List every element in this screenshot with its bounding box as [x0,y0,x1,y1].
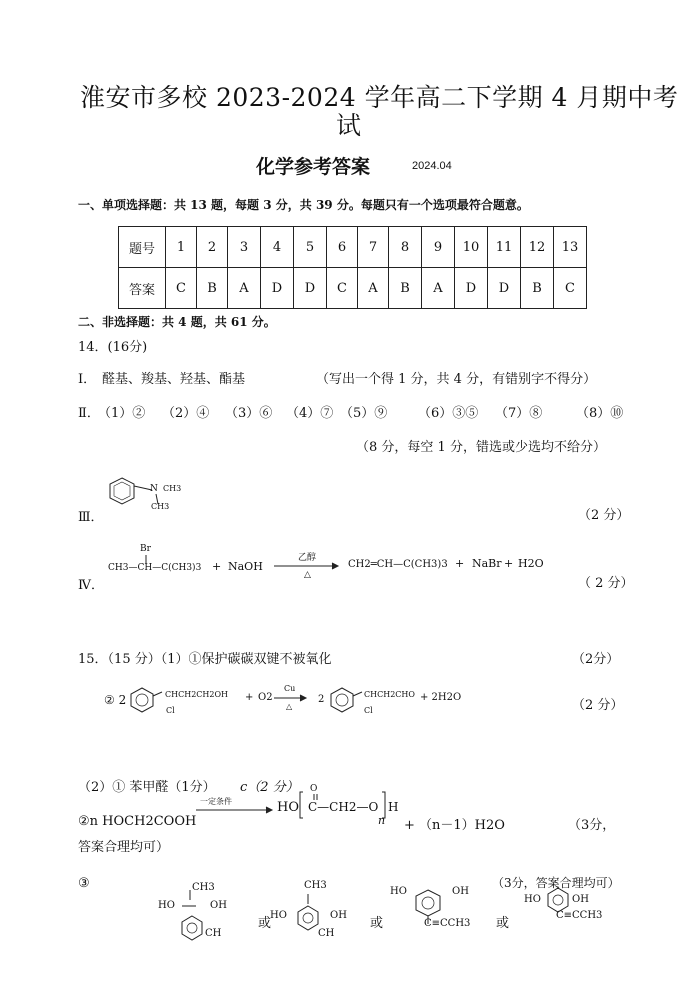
plus-sign: + [212,560,222,573]
propynyl-label: C≡CCH3 [424,918,471,929]
condition-heat: △ [286,702,293,711]
reaction-arrow-icon [196,806,274,814]
q14-part2-label: Ⅱ． [78,406,100,421]
or-separator: 或 [258,916,272,931]
polymer-n-label: n [378,814,386,827]
answer-table [118,226,587,309]
q15-part1-score: （2分） [572,652,620,667]
reaction-arrow-icon [274,694,308,702]
table-cell: C [327,268,358,309]
q15-q3-note: （3分，答案合理均可） [492,876,620,890]
q14-part2-item: （3）⑥ [225,406,273,421]
benzene-ring-icon [328,686,362,716]
hydroxyl-label: OH [210,900,227,911]
methyl-label: CH3 [151,502,170,511]
table-cell: D [455,268,488,309]
q15-part1-line: 15．（15 分）（1）①保护碳碳双键不被氧化 [78,652,332,667]
n-atom-label: N [150,484,158,494]
polymer-h-label: H [388,800,399,814]
q14-part2-item: （6）③⑤ [418,406,479,421]
q15-q2-line: （2）① 苯甲醛（1分） [78,780,216,795]
table-cell: 9 [422,227,455,268]
or-separator: 或 [370,916,384,931]
hydroxyl-label: HO [390,886,407,897]
table-cell: 13 [554,227,587,268]
q15-q2b-tail: + （n－1）H2O [404,818,505,833]
q14-part1-note: （写出一个得 1 分，共 4 分，有错别字不得分） [316,372,597,387]
methyl-label: CH3 [304,880,327,891]
q15-q2b-score: （3分， [568,818,616,833]
table-cell: 5 [294,227,327,268]
table-cell: 1 [166,227,197,268]
q14-part1-answer: 醛基、羧基、羟基、酯基 [102,372,246,387]
q15-q2-answer-c: c（2 分） [240,780,299,795]
q15-part2-label: ② 2 [104,693,127,707]
product-formula: CH2═CH—C(CH3)3 [348,559,448,570]
side-chain-label: CHCH2CH2OH [165,690,229,699]
condition-heat: △ [304,570,311,580]
table-header-question: 题号 [119,227,166,268]
plus-sign: + [455,557,465,570]
q14-part2-item: （4）⑦ [286,406,334,421]
section1-heading: 一、单项选择题：共 13 题，每题 3 分，共 39 分。每题只有一个选项最符合题意。 [78,198,529,212]
q14-part2-note: （8 分，每空 1 分，错选或少选均不给分） [356,440,606,455]
polymer-ho-label: HO [277,800,299,815]
q14-part2-item: （1）② [98,406,146,421]
table-header-answer: 答案 [119,268,166,309]
q14-part2-item: （8）⑩ [576,406,624,421]
water-label: + 2H2O [420,692,462,703]
oxygen-label: O2 [258,692,273,703]
alkyne-ch-label: CH [318,928,335,939]
or-separator: 或 [496,916,510,931]
propynyl-label: C≡CCH3 [556,910,603,921]
table-cell: B [197,268,228,309]
condition-label: 一定条件 [200,797,232,806]
q15-part2-score: （2 分） [572,698,624,713]
date-label: 2024.04 [412,160,452,172]
hydroxyl-label: OH [452,886,469,897]
q14-part4-score: （ 2 分） [578,576,634,591]
page-title: 淮安市多校 2023-2024 学年高二下学期 4 月期中考 [80,83,679,112]
table-cell: C [166,268,197,309]
plus-sign: + [504,557,514,570]
q14-part2-item: （5）⑨ [340,406,388,421]
alkyne-ch-label: CH [205,928,222,939]
table-cell: 6 [327,227,358,268]
page-subtitle: 化学参考答案 [256,156,371,178]
methyl-label: CH3 [192,882,215,893]
chlorine-label: Cl [166,706,175,715]
reaction-arrow-icon [274,562,340,570]
table-cell: 3 [228,227,261,268]
q14-part1-label: Ⅰ． [78,372,97,387]
table-cell: C [554,268,587,309]
polymer-chain-label: C—CH2—O [308,800,379,814]
condition-cu: Cu [284,684,296,693]
q14-part3-label: Ⅲ． [78,510,104,525]
water-label: H2O [518,557,544,570]
q14-label: 14．(16分) [78,340,148,355]
chlorine-label: Cl [364,706,373,715]
page-title-continued: 试 [336,111,362,140]
table-row-answers [119,268,587,309]
reactant-formula: CH3—CH—C(CH3)3 [108,563,202,573]
table-cell: 4 [261,227,294,268]
table-cell: B [389,268,422,309]
nabr-label: NaBr [472,557,502,570]
table-cell: 7 [358,227,389,268]
hydroxyl-label: HO [158,900,175,911]
q14-part4-label: Ⅳ． [78,578,104,593]
table-cell: 10 [455,227,488,268]
side-chain-label: CHCH2CHO [364,690,415,699]
table-cell: D [488,268,521,309]
q15-q3-label: ③ [78,876,90,891]
condition-ethanol: 乙醇 [298,553,317,563]
table-cell: 8 [389,227,422,268]
benzene-ring-icon [128,686,162,716]
hydroxyl-label: HO [270,910,287,921]
table-cell: 12 [521,227,554,268]
table-cell: D [261,268,294,309]
section2-heading: 二、非选择题：共 4 题，共 61 分。 [78,315,276,329]
coefficient: 2 [318,694,325,705]
table-cell: A [228,268,261,309]
table-cell: A [358,268,389,309]
table-cell: D [294,268,327,309]
table-cell: 2 [197,227,228,268]
table-cell: A [422,268,455,309]
benzene-ring-icon [540,884,580,928]
plus-sign: + [245,692,254,703]
methyl-label: CH3 [163,484,182,493]
q14-part3-score: （2 分） [578,508,630,523]
table-cell: B [521,268,554,309]
q14-part2-item: （2）④ [162,406,210,421]
table-cell: 11 [488,227,521,268]
naoh-label: NaOH [228,560,263,573]
q15-q2b-note: 答案合理均可） [78,840,170,855]
hydroxyl-label: HO [524,894,541,905]
q14-part2-item: （7）⑧ [495,406,543,421]
carbonyl-oxygen-label: O [310,784,318,794]
q15-q2b-reactant: ②n HOCH2COOH [78,814,197,829]
hydroxyl-label: OH [572,894,589,905]
hydroxyl-label: OH [330,910,347,921]
table-row-numbers [119,227,587,268]
bromine-label: Br [140,544,151,554]
